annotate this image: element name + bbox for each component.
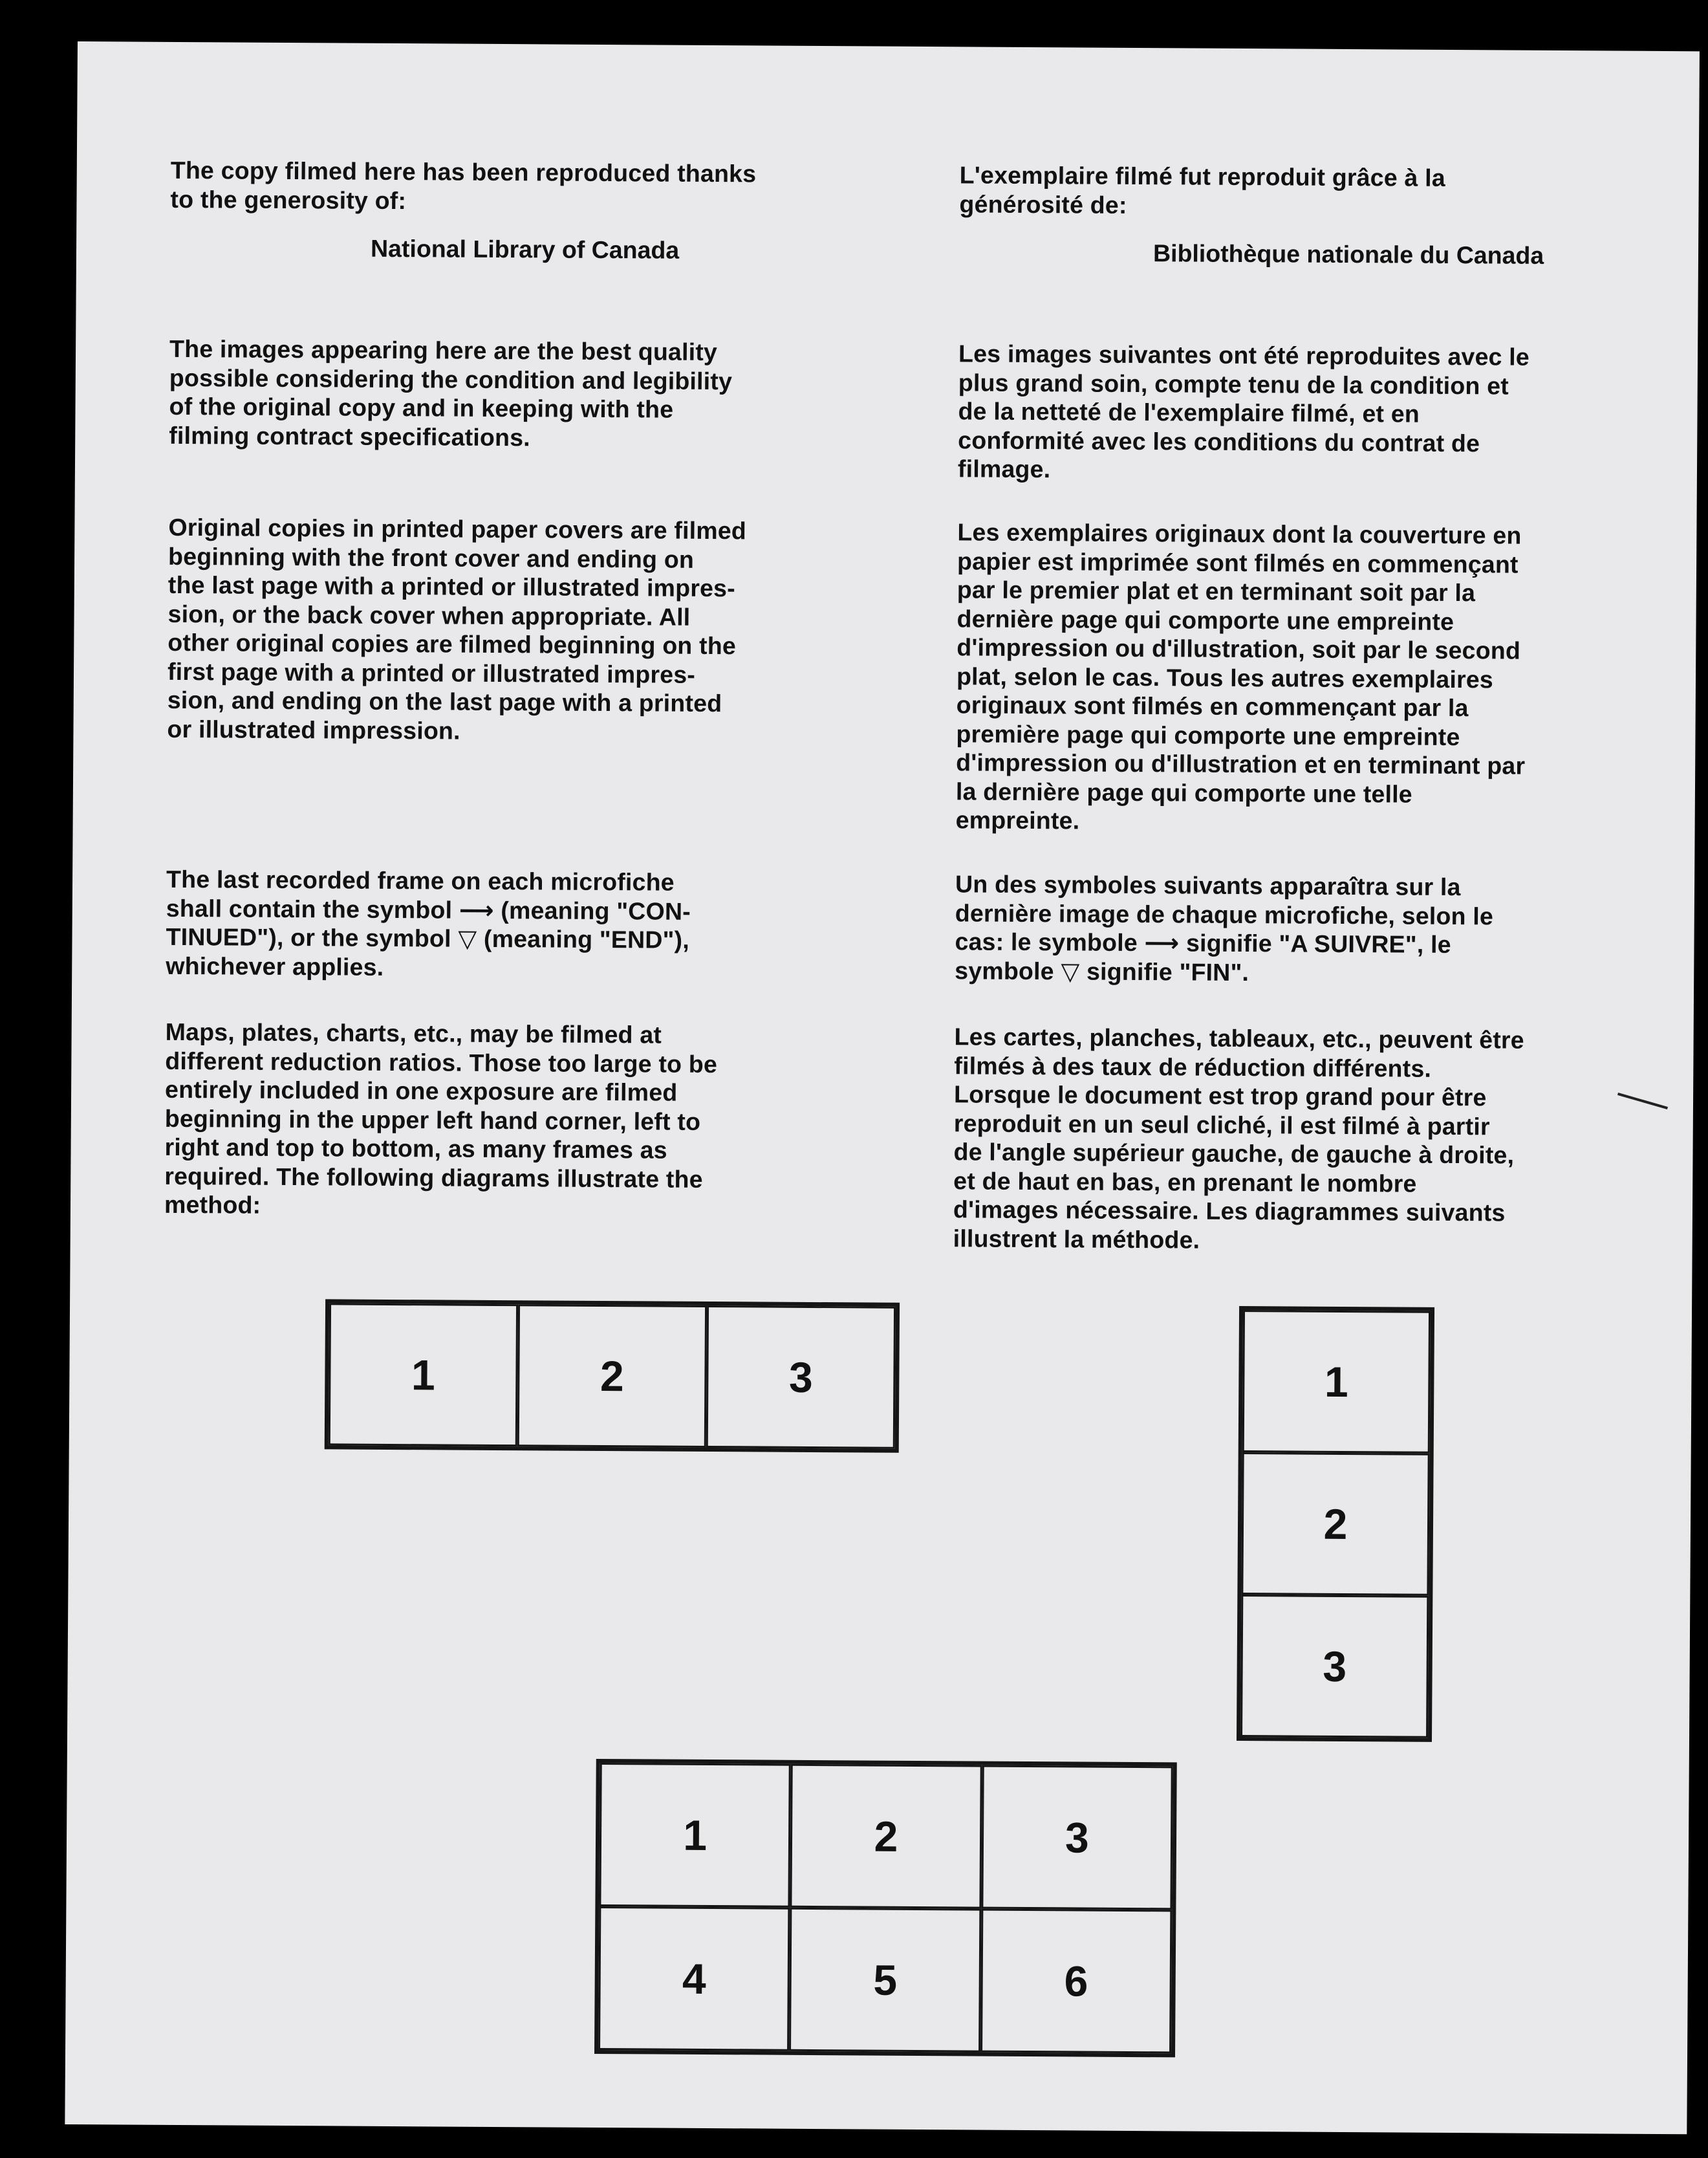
frame-cell: 3	[981, 1765, 1173, 1910]
frame-cell: 3	[1240, 1595, 1429, 1738]
frame-cell: 6	[980, 1909, 1173, 2054]
french-column	[959, 160, 1613, 222]
french-institution: Bibliothèque nationale du Canada	[1152, 239, 1544, 269]
french-intro: L'exemplaire filmé fut reproduit grâce à la générosité de:	[959, 161, 1445, 219]
frame-cell: 1	[1242, 1310, 1431, 1454]
frame-cell: 1	[599, 1763, 791, 1908]
french-symbols-paragraph: Un des symboles suivants apparaîtra sur la dernière image de chaque microfiche, selon le cas: le symbole ⟶ signifie "A SUIVRE", le symbole ▽ signifie "FIN".	[955, 870, 1494, 986]
english-quality-paragraph: The images appearing here are the best quality possible considering the condition and legibility of the original copy and in keeping with the filming contract specifications.	[169, 334, 733, 451]
horizontal-frame-diagram	[325, 1299, 900, 1452]
english-symbols-paragraph: The last recorded frame on each microfiche shall contain the symbol ⟶ (meaning "CON- TINUED"), or the symbol ▽ (meaning "END"), whichever applies.	[166, 865, 691, 981]
frame-cell: 2	[1241, 1452, 1429, 1596]
frame-cell: 1	[329, 1303, 518, 1446]
frame-cell: 3	[706, 1305, 896, 1449]
french-quality-paragraph: Les images suivantes ont été reproduites avec le plus grand soin, compte tenu de la condition et de la netteté de l'exemplaire filmé, et en conformité avec les conditions du contrat de filmage.	[957, 340, 1530, 483]
english-column	[170, 156, 824, 217]
frame-cell: 2	[517, 1304, 707, 1448]
french-covers-paragraph: Les exemplaires originaux dont la couverture en papier est imprimée sont filmés en commençant par le premier plat et en terminant soit par la dernière page qui comporte une empreinte d'impression ou d'illustration, soit par le second plat, selon le cas. Tous les autres exemplaires originaux sont filmés en commençant par la première page qui comporte une empreinte d'impression ou d'illustration et en terminant par la dernière page qui comporte une telle empreinte.	[955, 518, 1526, 834]
french-maps-paragraph: Les cartes, planches, tableaux, etc., peuvent être filmés à des taux de réduction différents. Lorsque le document est trop grand pour être reproduit en un seul cliché, il est filmé à partir de l'angle supérieur gauche, de gauche à droite, et de haut en bas, en prenant le nombre d'images nécessaire. Les diagrammes suivants illustrent la méthode.	[953, 1023, 1524, 1254]
frame-cell: 2	[790, 1764, 982, 1909]
document-page	[65, 41, 1700, 2134]
english-maps-paragraph: Maps, plates, charts, etc., may be filmed at different reduction ratios. Those too large to be entirely included in one exposure are filmed beginning in the upper left hand corner, left to right and top to bottom, as many frames as required. The following diagrams illustrate the method:	[164, 1018, 718, 1219]
english-covers-paragraph: Original copies in printed paper covers are filmed beginning with the front cover and ending on the last page with a printed or illustrated impres- sion, or the back cover when appropriate. All other original copies are filmed beginning on the first page with a printed or illustrated impres- sion, and ending on the last page with a printed or illustrated impression.	[167, 513, 747, 745]
english-intro: The copy filmed here has been reproduced thanks to the generosity of:	[170, 156, 757, 214]
frame-cell: 4	[598, 1906, 790, 2051]
frame-cell: 5	[789, 1908, 981, 2053]
vertical-frame-diagram	[1237, 1306, 1434, 1742]
grid-frame-diagram	[594, 1759, 1177, 2057]
english-institution: National Library of Canada	[370, 234, 680, 264]
